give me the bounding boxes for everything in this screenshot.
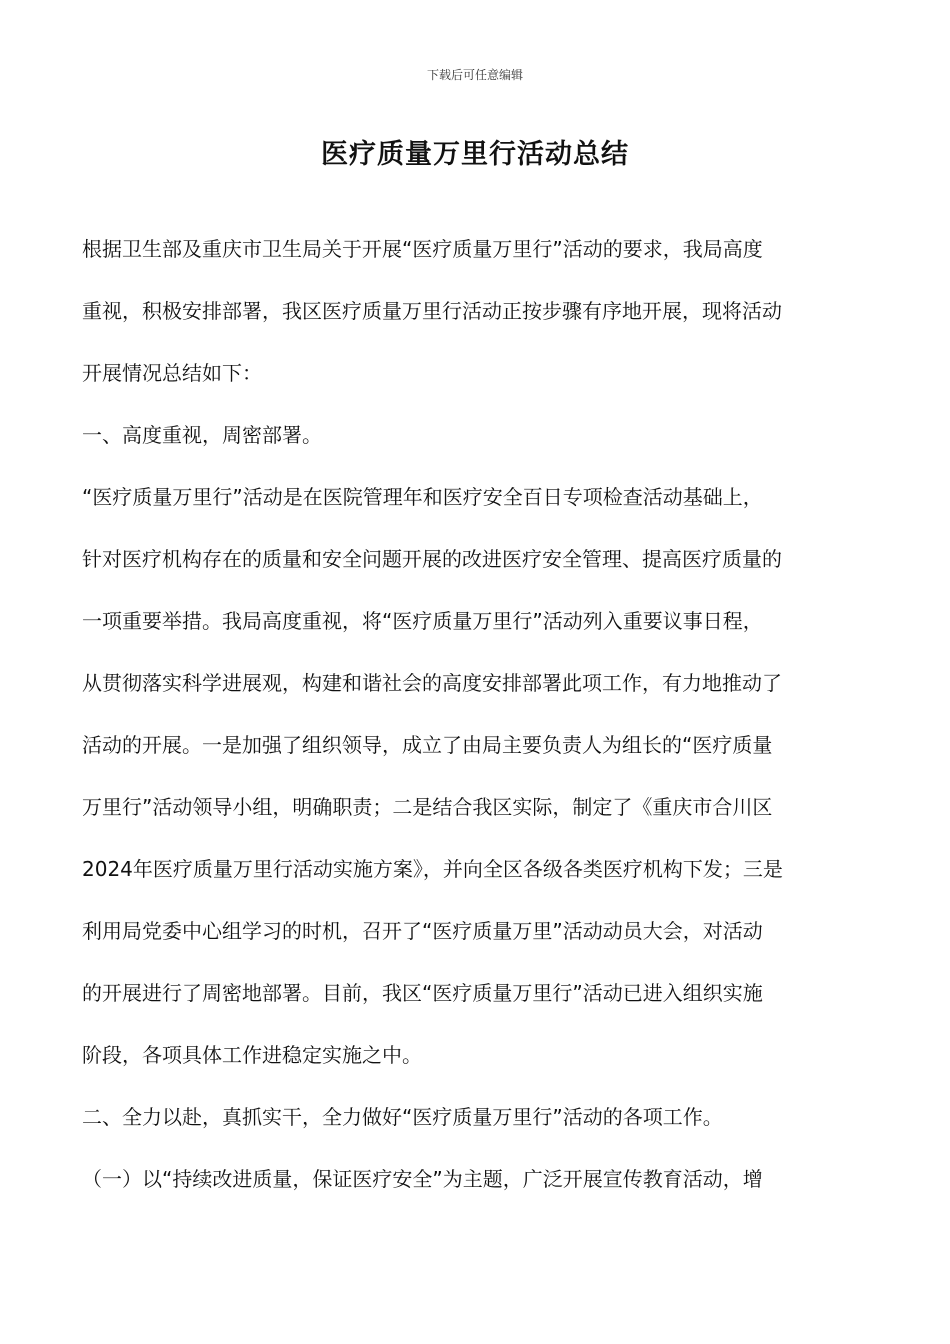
text-line: 的开展进行了周密地部署。目前，我区“医疗质量万里行”活动已进入组织实施	[82, 981, 763, 1005]
text-line: 根据卫生部及重庆市卫生局关于开展“医疗质量万里行”活动的要求，我局高度	[82, 237, 763, 261]
text-line: （一）以“持续改进质量，保证医疗安全”为主题，广泛开展宣传教育活动，增	[82, 1167, 763, 1191]
text-line: 活动的开展。一是加强了组织领导，成立了由局主要负责人为组长的“医疗质量	[82, 733, 773, 757]
document-body	[82, 218, 872, 1210]
text-line: “医疗质量万里行”活动是在医院管理年和医疗安全百日专项检查活动基础上，	[82, 485, 763, 509]
text-line: 重视，积极安排部署，我区医疗质量万里行活动正按步骤有序地开展，现将活动	[82, 299, 782, 323]
text-line: 开展情况总结如下：	[82, 361, 262, 385]
header-note: 下载后可任意编辑	[426, 68, 523, 82]
document-title: 医疗质量万里行活动总结	[321, 139, 629, 170]
text-line: 针对医疗机构存在的质量和安全问题开展的改进医疗安全管理、提高医疗质量的	[82, 547, 782, 571]
text-line: 万里行”活动领导小组，明确职责；二是结合我区实际，制定了《重庆市合川区	[82, 795, 773, 819]
text-line: 阶段，各项具体工作进稳定实施之中。	[82, 1043, 422, 1067]
text-line: 利用局党委中心组学习的时机，召开了“医疗质量万里”活动动员大会，对活动	[82, 919, 763, 943]
section-heading-2: 二、全力以赴，真抓实干，全力做好“医疗质量万里行”活动的各项工作。	[82, 1105, 723, 1129]
text-line: 2024年医疗质量万里行活动实施方案》，并向全区各级各类医疗机构下发；三是	[82, 857, 783, 881]
text-line: 从贯彻落实科学进展观，构建和谐社会的高度安排部署此项工作，有力地推动了	[82, 671, 782, 695]
text-line: 一项重要举措。我局高度重视，将“医疗质量万里行”活动列入重要议事日程，	[82, 609, 763, 633]
section-heading-1: 一、高度重视，周密部署。	[82, 423, 322, 447]
